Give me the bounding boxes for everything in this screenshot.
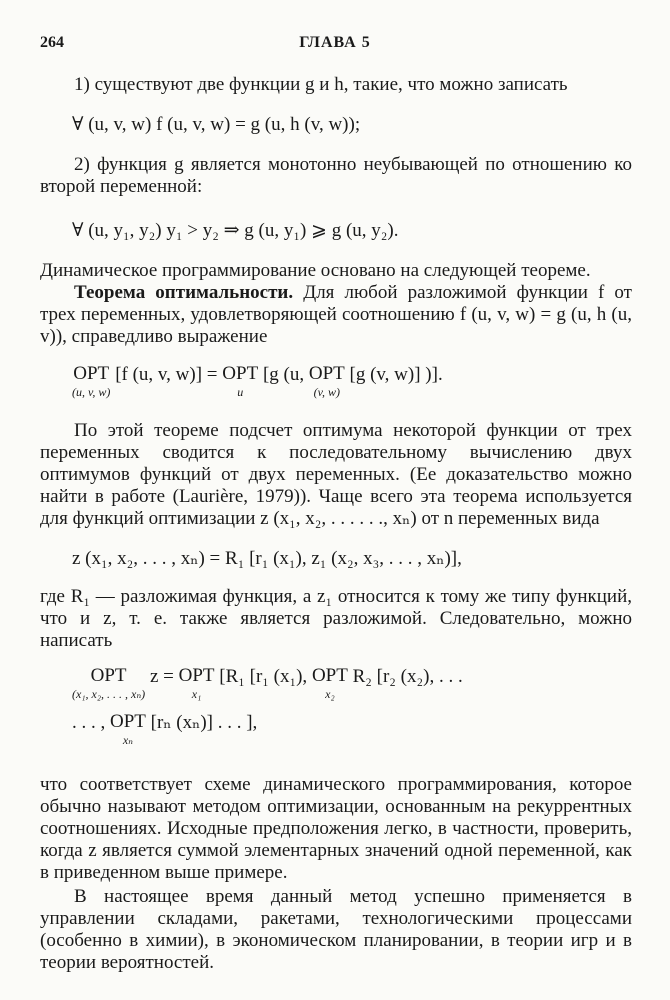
formula-part: . . . ,	[72, 712, 110, 733]
formula-part: R₂ [r₂ (x₂), . . .	[347, 666, 463, 687]
opt-operator: OPT xₙ	[110, 711, 146, 747]
paragraph-condition-1: 1) существуют две функции g и h, такие, что можно записать	[74, 74, 568, 95]
formula-part: [g (v, w)] )].	[344, 364, 443, 385]
formula-part: [g (u,	[258, 364, 309, 385]
opt-operator: OPT x₂	[311, 665, 348, 701]
page-number: 264	[40, 34, 64, 51]
opt-operator: OPT x₁	[178, 665, 215, 701]
opt-subscript: (x₁, x₂, . . . , xₙ)	[72, 687, 146, 701]
formula-part: z =	[145, 666, 179, 687]
formula-recursive-line-1	[40, 666, 632, 710]
opt-subscript: (u, v, w)	[72, 385, 111, 399]
formula-decomposition: ∀ (u, v, w) f (u, v, w) = g (u, h (v, w));	[72, 114, 361, 135]
formula-part: [f (u, v, w)] =	[110, 364, 223, 385]
formula-optimality	[40, 364, 632, 408]
paragraph-dp-basis: Динамическое программирование основано на следующей теореме.	[40, 260, 591, 281]
opt-subscript: x₂	[325, 687, 335, 701]
opt-operator: OPT (u, v, w)	[72, 363, 111, 399]
opt-operator: OPT (v, w)	[308, 363, 345, 399]
opt-operator: OPT (x₁, x₂, . . . , xₙ)	[72, 665, 146, 701]
opt-subscript: (v, w)	[313, 385, 341, 399]
theorem-label: Теорема оптимальности.	[74, 282, 294, 303]
opt-operator: OPT u	[222, 363, 259, 399]
formula-function-form: z (x₁, x₂, . . . , xₙ) = R₁ [r₁ (x₁), z₁ (x₂, x₃, . . . , xₙ)],	[72, 548, 462, 569]
page-body	[40, 74, 632, 974]
formula-monotonic: ∀ (u, y₁, y₂) y₁ > y₂ ⇒ g (u, y₁) ⩾ g (u, y₂).	[72, 220, 399, 241]
formula-recursive-line-2	[40, 712, 632, 758]
paragraph-applications: В настоящее время данный метод успешно применяется в управлении складами, ракетами, технологическими процессами (особенно в химии), в экономическом планировании, в теории игр и в теории вероятностей.	[40, 886, 632, 973]
formula-part: [rₙ (xₙ)] . . . ],	[145, 712, 258, 733]
paragraph-where: где R₁ — разложимая функция, а z₁ относится к тому же типу функций, что и z, т. е. также является разложимой. Следовательно, можно написать	[40, 586, 632, 651]
paragraph-scheme: что соответствует схеме динамического программирования, которое обычно называют методом оптимизации, основанным на рекуррентных соотношениях. Исходные предположения легко, в частности, проверить, когда z является суммой элементарных значений одной переменной, как в приведенном выше примере.	[40, 774, 632, 883]
opt-subscript: xₙ	[122, 733, 134, 747]
opt-subscript: x₁	[191, 687, 202, 701]
paragraph-theorem	[40, 282, 632, 348]
running-title: ГЛАВА 5	[299, 34, 371, 51]
theorem-text: Для любой разложимой функции f от трех переменных, удовлетворяющей соотношению f (u, v, w) = g (u, h (u, v)), справедливо выражение	[40, 282, 632, 347]
formula-part: [R₁ [r₁ (x₁),	[214, 666, 312, 687]
paragraph-condition-2: 2) функция g является монотонно неубывающей по отношению ко второй переменной:	[40, 154, 632, 197]
paragraph-explanation: По этой теореме подсчет оптимума некоторой функции от трех переменных сводится к последовательному вычислению двух оптимумов функций от двух переменных. (Ее доказательство можно найти в работе (Laurière, 1979)). Чаще всего эта теорема используется для функций оптимизации z (x₁, x₂, . . . . . ., xₙ) от n переменных вида	[40, 420, 632, 529]
opt-subscript: u	[237, 385, 244, 399]
